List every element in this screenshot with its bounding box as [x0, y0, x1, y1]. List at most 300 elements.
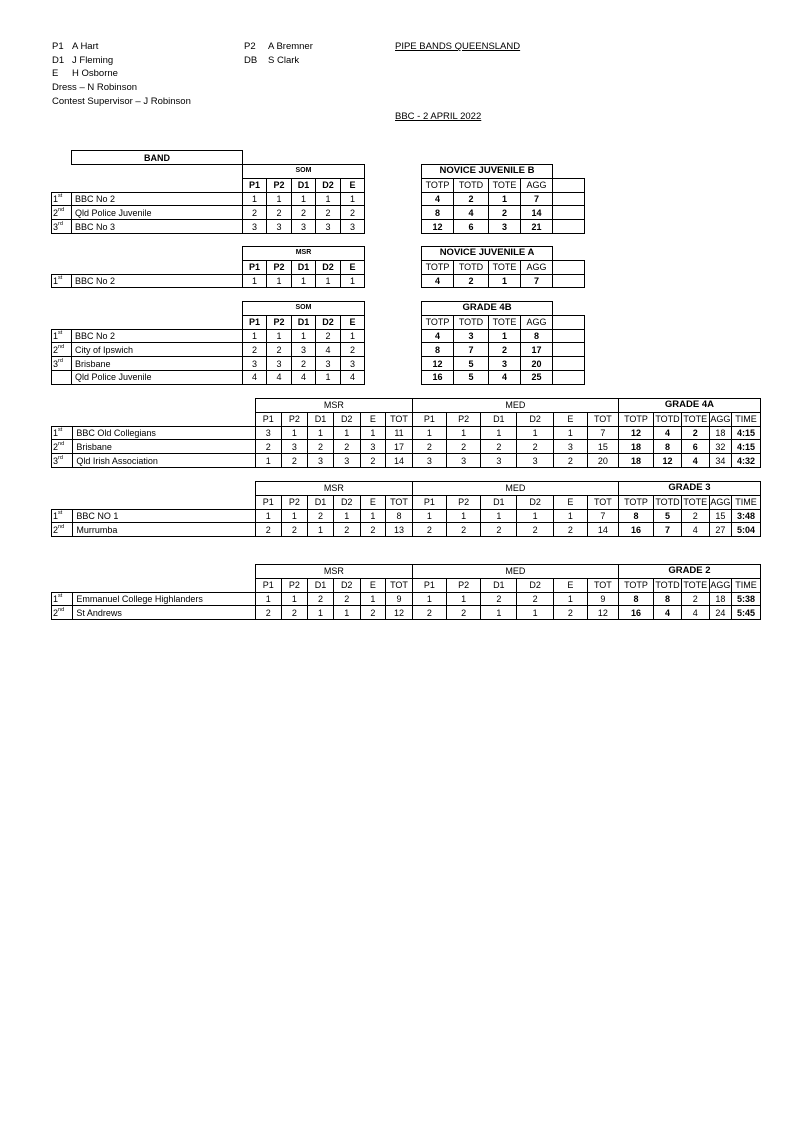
- totals-table-right: [421, 301, 585, 385]
- column-header: D2: [517, 412, 553, 426]
- total-cell: 8: [618, 509, 653, 523]
- total-cell: 4: [681, 606, 709, 620]
- score-cell: 1: [341, 192, 365, 206]
- total-cell: 5:38: [732, 592, 761, 606]
- grade-title: GRADE 4A: [618, 399, 760, 413]
- column-header: D1: [292, 178, 316, 192]
- column-header: P2: [281, 412, 308, 426]
- total-cell: 7: [521, 192, 553, 206]
- column-header: E: [341, 260, 365, 274]
- msr-score-cell: 3: [333, 454, 360, 468]
- table-row: [52, 523, 761, 537]
- column-header: TOTD: [454, 178, 489, 192]
- band-name: Qld Irish Association: [73, 454, 256, 468]
- column-header: AGG: [521, 315, 553, 329]
- placing-cell: [52, 192, 72, 206]
- score-cell: 3: [316, 357, 341, 371]
- official-name: A Bremner: [268, 41, 313, 52]
- score-cell: 2: [316, 329, 341, 343]
- column-header: TOTE: [489, 315, 521, 329]
- med-score-cell: 2: [412, 440, 446, 454]
- med-score-cell: 2: [517, 523, 553, 537]
- section-header: MSR: [243, 247, 365, 261]
- msr-score-cell: 2: [281, 523, 308, 537]
- blank-cell: [553, 206, 585, 220]
- med-score-cell: 9: [587, 592, 618, 606]
- band-name: Qld Police Juvenile: [72, 206, 243, 220]
- total-cell: 8: [521, 329, 553, 343]
- total-cell: 4:15: [732, 426, 761, 440]
- med-header: MED: [412, 399, 618, 413]
- med-score-cell: 2: [447, 440, 481, 454]
- total-cell: 18: [618, 454, 653, 468]
- msr-score-cell: 12: [386, 606, 413, 620]
- official-supervisor: Contest Supervisor – J Robinson: [52, 96, 191, 107]
- grade-title: GRADE 2: [618, 565, 760, 579]
- column-header: TOT: [587, 578, 618, 592]
- placing-suffix: st: [58, 329, 63, 336]
- column-header: P2: [267, 178, 292, 192]
- column-header: P1: [243, 178, 267, 192]
- score-cell: 1: [243, 329, 267, 343]
- table-row: [52, 206, 365, 220]
- column-header: E: [553, 495, 587, 509]
- column-header: D1: [308, 578, 334, 592]
- column-header: E: [341, 178, 365, 192]
- total-cell: 8: [422, 343, 454, 357]
- total-cell: 6: [454, 220, 489, 234]
- placing-suffix: nd: [58, 606, 65, 613]
- med-score-cell: 2: [481, 592, 517, 606]
- placing-cell: [52, 357, 72, 371]
- total-cell: 1: [489, 192, 521, 206]
- total-cell: 8: [422, 206, 454, 220]
- placing-cell: [52, 523, 73, 537]
- score-cell: 1: [292, 329, 316, 343]
- band-header-box: [71, 150, 243, 165]
- table-row: [52, 440, 761, 454]
- msr-score-cell: 2: [308, 440, 334, 454]
- placing-number: 1: [53, 593, 59, 604]
- score-cell: 3: [316, 220, 341, 234]
- msr-score-cell: 1: [308, 606, 334, 620]
- band-name: BBC NO 1: [73, 509, 256, 523]
- score-cell: 3: [341, 357, 365, 371]
- blank-cell: [52, 495, 256, 509]
- official-e: [52, 68, 118, 79]
- total-cell: 24: [709, 606, 731, 620]
- total-cell: 2: [681, 592, 709, 606]
- column-header: D1: [481, 495, 517, 509]
- totals-table-right: [421, 164, 585, 234]
- placing-cell: [52, 454, 73, 468]
- column-header: TOTD: [454, 260, 489, 274]
- total-cell: 8: [654, 440, 682, 454]
- total-cell: 5:04: [732, 523, 761, 537]
- column-header: AGG: [521, 178, 553, 192]
- total-cell: 12: [654, 454, 682, 468]
- grade-title: GRADE 4B: [422, 302, 553, 316]
- column-header: P2: [267, 315, 292, 329]
- score-cell: 4: [267, 370, 292, 384]
- official-p2: [244, 41, 313, 52]
- total-cell: 34: [709, 454, 731, 468]
- score-cell: 3: [243, 220, 267, 234]
- grade-title: GRADE 3: [618, 482, 760, 496]
- med-score-cell: 2: [412, 523, 446, 537]
- total-cell: 8: [618, 592, 653, 606]
- table-row: [52, 454, 761, 468]
- column-header: TIME: [732, 495, 761, 509]
- med-score-cell: 1: [447, 509, 481, 523]
- msr-score-cell: 1: [333, 426, 360, 440]
- total-cell: 2: [681, 426, 709, 440]
- total-cell: 2: [454, 274, 489, 288]
- official-code: DB: [244, 55, 258, 66]
- column-header: D2: [333, 412, 360, 426]
- blank-cell: [52, 178, 243, 192]
- score-cell: 1: [267, 329, 292, 343]
- med-score-cell: 2: [481, 440, 517, 454]
- table-row: [422, 274, 585, 288]
- blank-cell: [52, 260, 243, 274]
- score-cell: 2: [243, 343, 267, 357]
- placing-number: 3: [53, 358, 59, 369]
- column-header: TOTE: [489, 178, 521, 192]
- blank-cell: [553, 329, 585, 343]
- med-score-cell: 2: [517, 592, 553, 606]
- score-cell: 3: [267, 220, 292, 234]
- column-header: P2: [447, 578, 481, 592]
- blank-cell: [52, 247, 243, 261]
- med-score-cell: 7: [587, 509, 618, 523]
- med-score-cell: 1: [517, 509, 553, 523]
- med-score-cell: 14: [587, 523, 618, 537]
- total-cell: 15: [709, 509, 731, 523]
- med-score-cell: 2: [447, 606, 481, 620]
- total-cell: 17: [521, 343, 553, 357]
- blank-cell: [52, 315, 243, 329]
- med-header: MED: [412, 565, 618, 579]
- placing-number: 1: [53, 193, 59, 204]
- total-cell: 5:45: [732, 606, 761, 620]
- msr-score-cell: 2: [308, 509, 334, 523]
- med-score-cell: 1: [481, 426, 517, 440]
- blank-cell: [553, 260, 585, 274]
- table-row: [52, 426, 761, 440]
- msr-score-cell: 2: [360, 523, 386, 537]
- med-score-cell: 7: [587, 426, 618, 440]
- column-header: TIME: [732, 578, 761, 592]
- column-header: TOTP: [618, 578, 653, 592]
- column-header: D1: [308, 412, 334, 426]
- blank-cell: [553, 343, 585, 357]
- score-cell: 1: [292, 274, 316, 288]
- msr-score-cell: 1: [333, 606, 360, 620]
- table-row: [52, 192, 365, 206]
- blank-cell: [52, 565, 256, 579]
- official-code: P2: [244, 41, 256, 52]
- total-cell: 32: [709, 440, 731, 454]
- placing-cell: [52, 370, 72, 384]
- placing-suffix: rd: [58, 220, 63, 227]
- column-header: TOTE: [489, 260, 521, 274]
- blank-cell: [52, 302, 243, 316]
- placing-suffix: nd: [58, 523, 65, 530]
- score-cell: 4: [341, 370, 365, 384]
- total-cell: 4: [654, 426, 682, 440]
- med-score-cell: 20: [587, 454, 618, 468]
- totals-table-right: [421, 246, 585, 288]
- column-header: E: [360, 495, 386, 509]
- score-cell: 1: [316, 192, 341, 206]
- column-header: E: [553, 412, 587, 426]
- total-cell: 2: [489, 343, 521, 357]
- blank-cell: [52, 399, 256, 413]
- table-row: [52, 343, 365, 357]
- band-name: BBC No 2: [72, 274, 243, 288]
- total-cell: 2: [489, 206, 521, 220]
- column-header: TOT: [386, 578, 413, 592]
- total-cell: 20: [521, 357, 553, 371]
- total-cell: 1: [489, 329, 521, 343]
- total-cell: 3: [489, 357, 521, 371]
- msr-score-cell: 2: [281, 606, 308, 620]
- med-score-cell: 1: [412, 426, 446, 440]
- section-header: SOM: [243, 165, 365, 179]
- msr-score-cell: 2: [360, 454, 386, 468]
- band-name: Qld Police Juvenile: [72, 370, 243, 384]
- placing-suffix: st: [58, 509, 63, 516]
- column-header: P1: [255, 578, 281, 592]
- total-cell: 4:32: [732, 454, 761, 468]
- placing-suffix: st: [58, 592, 63, 599]
- column-header: TOTD: [655, 580, 680, 591]
- column-header: TOTD: [655, 414, 680, 425]
- total-cell: 5: [654, 509, 682, 523]
- column-header: D2: [333, 578, 360, 592]
- score-cell: 1: [243, 274, 267, 288]
- score-cell: 4: [316, 343, 341, 357]
- placing-cell: [52, 592, 73, 606]
- med-score-cell: 1: [412, 509, 446, 523]
- total-cell: 4: [489, 370, 521, 384]
- table-row: [422, 220, 585, 234]
- blank-cell: [553, 302, 585, 316]
- table-row: [422, 329, 585, 343]
- msr-score-cell: 14: [386, 454, 413, 468]
- blank-cell: [52, 165, 243, 179]
- band-name: Brisbane: [72, 357, 243, 371]
- table-row: [422, 370, 585, 384]
- total-cell: 5: [454, 357, 489, 371]
- table-row: [52, 606, 761, 620]
- placing-suffix: nd: [58, 206, 65, 213]
- org-title: PIPE BANDS QUEENSLAND: [395, 41, 521, 52]
- grade-results-table: [51, 481, 761, 537]
- column-header: D1: [308, 495, 334, 509]
- total-cell: 16: [422, 370, 454, 384]
- blank-cell: [553, 247, 585, 261]
- med-score-cell: 2: [481, 523, 517, 537]
- med-score-cell: 2: [517, 440, 553, 454]
- column-header: TOTP: [422, 260, 454, 274]
- score-cell: 2: [316, 206, 341, 220]
- total-cell: 4: [681, 454, 709, 468]
- med-header: MED: [412, 482, 618, 496]
- column-header: TOTE: [683, 414, 708, 425]
- total-cell: 6: [681, 440, 709, 454]
- total-cell: 16: [618, 523, 653, 537]
- total-cell: 3: [489, 220, 521, 234]
- column-header: P1: [243, 260, 267, 274]
- msr-score-cell: 2: [333, 440, 360, 454]
- blank-cell: [52, 482, 256, 496]
- column-header: P1: [412, 495, 446, 509]
- placing-cell: [52, 426, 73, 440]
- total-cell: 4: [681, 523, 709, 537]
- column-header: TOT: [587, 412, 618, 426]
- placing-suffix: st: [58, 426, 63, 433]
- column-header: D1: [481, 412, 517, 426]
- msr-score-cell: 1: [333, 509, 360, 523]
- msr-score-cell: 1: [360, 592, 386, 606]
- blank-cell: [553, 192, 585, 206]
- msr-score-cell: 2: [360, 606, 386, 620]
- official-code: D1: [52, 55, 65, 66]
- table-row: [422, 357, 585, 371]
- column-header: D2: [316, 315, 341, 329]
- column-header: TOT: [587, 495, 618, 509]
- placing-number: 1: [53, 330, 59, 341]
- score-cell: 2: [292, 206, 316, 220]
- column-header: P2: [281, 578, 308, 592]
- msr-score-cell: 3: [255, 426, 281, 440]
- score-cell: 3: [243, 357, 267, 371]
- placing-number: 3: [53, 221, 59, 232]
- msr-score-cell: 2: [255, 606, 281, 620]
- placing-number: 2: [53, 441, 59, 452]
- column-header: TOTP: [422, 315, 454, 329]
- column-header: TIME: [732, 412, 761, 426]
- placing-number: 1: [53, 510, 59, 521]
- band-name: Emmanuel College Highlanders: [73, 592, 256, 606]
- placing-cell: [52, 343, 72, 357]
- score-cell: 1: [267, 274, 292, 288]
- column-header: TOTD: [454, 315, 489, 329]
- total-cell: 18: [709, 592, 731, 606]
- msr-header: MSR: [255, 482, 412, 496]
- placing-suffix: nd: [58, 343, 65, 350]
- official-name: A Hart: [72, 41, 99, 52]
- score-cell: 1: [316, 274, 341, 288]
- med-score-cell: 2: [553, 454, 587, 468]
- med-score-cell: 1: [517, 606, 553, 620]
- placing-cell: [52, 274, 72, 288]
- score-cell: 1: [267, 192, 292, 206]
- msr-score-cell: 2: [255, 523, 281, 537]
- msr-score-cell: 1: [281, 509, 308, 523]
- med-score-cell: 2: [553, 606, 587, 620]
- table-row: [52, 220, 365, 234]
- msr-score-cell: 2: [281, 454, 308, 468]
- score-cell: 1: [292, 192, 316, 206]
- placing-cell: [52, 440, 73, 454]
- band-name: City of Ipswich: [72, 343, 243, 357]
- msr-header: MSR: [255, 565, 412, 579]
- blank-cell: [553, 178, 585, 192]
- msr-score-cell: 13: [386, 523, 413, 537]
- column-header: P1: [255, 412, 281, 426]
- med-score-cell: 1: [481, 606, 517, 620]
- band-name: BBC No 2: [72, 329, 243, 343]
- med-score-cell: 15: [587, 440, 618, 454]
- med-score-cell: 1: [447, 426, 481, 440]
- placing-number: 2: [53, 344, 59, 355]
- column-header: P1: [412, 578, 446, 592]
- med-score-cell: 1: [517, 426, 553, 440]
- total-cell: 27: [709, 523, 731, 537]
- total-cell: 3:48: [732, 509, 761, 523]
- placing-suffix: rd: [58, 454, 63, 461]
- column-header: AGG: [521, 260, 553, 274]
- placing-suffix: rd: [58, 357, 63, 364]
- blank-cell: [553, 165, 585, 179]
- msr-score-cell: 8: [386, 509, 413, 523]
- column-header: P2: [267, 260, 292, 274]
- column-header: TOTP: [422, 178, 454, 192]
- total-cell: 4:15: [732, 440, 761, 454]
- med-score-cell: 1: [553, 509, 587, 523]
- blank-cell: [52, 412, 256, 426]
- placing-cell: [52, 220, 72, 234]
- msr-score-cell: 1: [281, 426, 308, 440]
- total-cell: 4: [654, 606, 682, 620]
- column-header: E: [360, 578, 386, 592]
- med-score-cell: 3: [553, 440, 587, 454]
- score-cell: 3: [292, 220, 316, 234]
- column-header: TOTP: [618, 412, 653, 426]
- band-name: BBC Old Collegians: [73, 426, 256, 440]
- placing-number: 1: [53, 427, 59, 438]
- column-header: P2: [447, 412, 481, 426]
- med-score-cell: 2: [447, 523, 481, 537]
- total-cell: 1: [489, 274, 521, 288]
- med-score-cell: 1: [553, 426, 587, 440]
- total-cell: 3: [454, 329, 489, 343]
- msr-score-cell: 11: [386, 426, 413, 440]
- med-score-cell: 1: [447, 592, 481, 606]
- column-header: D2: [333, 495, 360, 509]
- score-cell: 2: [292, 357, 316, 371]
- blank-cell: [553, 315, 585, 329]
- total-cell: 12: [422, 357, 454, 371]
- table-row: [422, 206, 585, 220]
- msr-score-cell: 1: [360, 426, 386, 440]
- column-header: AGG: [710, 497, 731, 508]
- med-score-cell: 3: [447, 454, 481, 468]
- total-cell: 2: [454, 192, 489, 206]
- total-cell: 4: [422, 274, 454, 288]
- column-header: E: [360, 412, 386, 426]
- total-cell: 16: [618, 606, 653, 620]
- score-cell: 3: [341, 220, 365, 234]
- med-score-cell: 2: [412, 606, 446, 620]
- grade-results-table: [51, 564, 761, 620]
- official-p1: [52, 41, 98, 52]
- score-cell: 4: [243, 370, 267, 384]
- column-header: AGG: [710, 580, 731, 591]
